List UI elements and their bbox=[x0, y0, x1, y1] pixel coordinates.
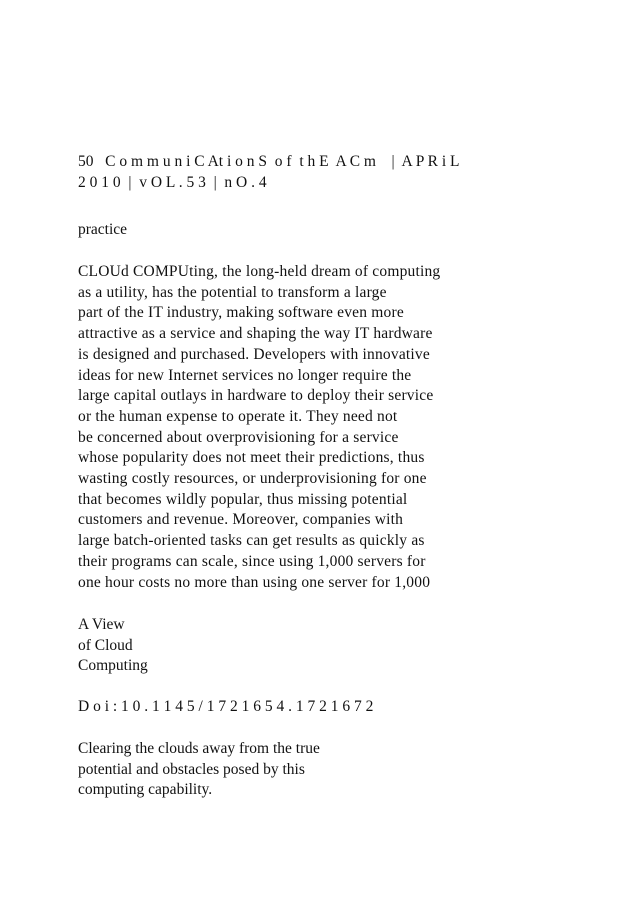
body-line: customers and revenue. Moreover, companies with bbox=[78, 511, 404, 529]
body-line: ideas for new Internet services no longer require the bbox=[78, 366, 412, 384]
body-line: large capital outlays in hardware to deploy their service bbox=[78, 387, 434, 405]
body-line: attractive as a service and shaping the way IT hardware bbox=[78, 325, 433, 343]
doi-line: D o i : 1 0 . 1 1 4 5 / 1 7 2 1 6 5 4 . 1 7 2 1 6 7 2 bbox=[78, 698, 374, 715]
deck-line: Clearing the clouds away from the true bbox=[78, 740, 320, 757]
body-line: wasting costly resources, or underprovisioning for one bbox=[78, 470, 427, 487]
body-line: whose popularity does not meet their predictions, thus bbox=[78, 449, 425, 467]
body-line: as a utility, has the potential to transform a large bbox=[78, 283, 387, 301]
body-line: is designed and purchased. Developers with innovative bbox=[78, 345, 430, 363]
section-label: practice bbox=[78, 221, 128, 238]
body-line: be concerned about overprovisioning for a service bbox=[78, 428, 399, 446]
body-line: that becomes wildly popular, thus missing potential bbox=[78, 490, 408, 508]
title-line: Computing bbox=[78, 657, 148, 674]
deck-line: computing capability. bbox=[78, 781, 213, 799]
deck-line: potential and obstacles posed by this bbox=[78, 760, 305, 778]
body-line: their programs can scale, since using 1,000 servers for bbox=[78, 552, 426, 570]
running-head-line-2: 2 0 1 0 | v O L . 5 3 | n O . 4 bbox=[78, 174, 267, 191]
body-line: part of the IT industry, making software even more bbox=[78, 304, 404, 322]
body-line: large batch-oriented tasks can get results as quickly as bbox=[78, 532, 425, 550]
running-head-line-1: 50 C o m m u n i C At i o n S o f t h E A C m | A P R i L bbox=[78, 153, 460, 170]
title-line: of Cloud bbox=[78, 637, 133, 654]
body-line: one hour costs no more than using one server for 1,000 bbox=[78, 573, 431, 591]
title-line: A View bbox=[78, 616, 125, 633]
body-line: or the human expense to operate it. They need not bbox=[78, 407, 398, 425]
body-line: CLOUd COMPUting, the long-held dream of computing bbox=[78, 263, 441, 280]
